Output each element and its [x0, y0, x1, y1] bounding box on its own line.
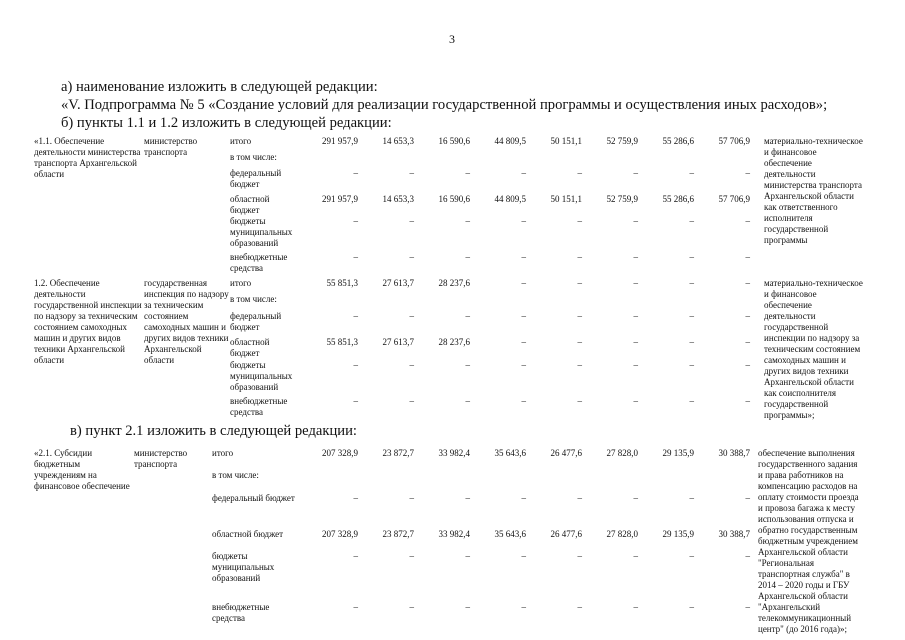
value-cell: 35 643,6: [494, 448, 526, 458]
value-cell: [414, 152, 470, 168]
value-cell: –: [521, 551, 526, 562]
value-cell: –: [409, 492, 414, 503]
source-label: бюджеты муниципальных образований: [230, 359, 293, 392]
value-cell: 52 759,9: [606, 194, 638, 204]
source-label: федеральный бюджет: [230, 168, 282, 189]
value-cell: –: [353, 551, 358, 562]
value-cell: –: [465, 396, 470, 407]
value-cell: –: [689, 492, 694, 503]
value-cell: –: [465, 492, 470, 503]
value-cell: –: [633, 168, 638, 178]
paragraph-a: а) наименование изложить в следующей редакции:: [61, 79, 378, 95]
value-cell: –: [689, 601, 694, 612]
value-cell: –: [745, 168, 750, 178]
source-label: федеральный бюджет: [212, 492, 295, 503]
source-label: областной бюджет: [212, 528, 284, 539]
value-cell: –: [689, 337, 694, 348]
value-cell: –: [465, 359, 470, 370]
value-cell: [526, 294, 582, 310]
value-cell: –: [577, 492, 582, 503]
value-cell: –: [689, 310, 694, 321]
value-cell: –: [465, 216, 470, 226]
value-cell: 207 328,9: [322, 448, 358, 458]
value-cell: [638, 294, 694, 310]
value-cell: 28 237,6: [438, 278, 470, 288]
value-cell: –: [577, 396, 582, 407]
value-cell: –: [633, 216, 638, 226]
value-cell: 57 706,9: [718, 136, 750, 146]
value-cell: –: [353, 168, 358, 178]
value-cell: –: [745, 278, 750, 288]
value-cell: 16 590,6: [438, 194, 470, 204]
value-cell: –: [521, 252, 526, 262]
value-cell: –: [745, 359, 750, 370]
value-cell: –: [689, 359, 694, 370]
table-block-2: [34, 278, 864, 421]
value-cell: 35 643,6: [494, 528, 526, 539]
value-cell: –: [745, 337, 750, 348]
value-cell: –: [745, 310, 750, 321]
value-cell: –: [521, 310, 526, 321]
value-cell: 16 590,6: [438, 136, 470, 146]
value-cell: –: [633, 396, 638, 407]
source-label: в том числе:: [230, 152, 277, 162]
value-cell: [582, 470, 638, 492]
source-label: федеральный бюджет: [230, 310, 282, 332]
source-label: областной бюджет: [230, 194, 270, 215]
result-text: материально-техническое и финансовое обеспечение деятельности министерства транспорта Архангельской области как ответственного исполнителя государственной программы: [764, 136, 863, 245]
value-cell: 26 477,6: [550, 448, 582, 458]
value-cell: –: [409, 396, 414, 407]
value-cell: –: [633, 278, 638, 288]
value-cell: [694, 152, 750, 168]
value-cell: –: [633, 551, 638, 562]
value-cell: 23 872,7: [382, 448, 414, 458]
paragraph-c: в) пункт 2.1 изложить в следующей редакции:: [70, 423, 357, 439]
value-cell: 50 151,1: [550, 194, 582, 204]
value-cell: –: [409, 551, 414, 562]
source-label: внебюджетные средства: [230, 396, 288, 418]
value-cell: 27 828,0: [606, 448, 638, 458]
value-cell: –: [521, 359, 526, 370]
value-cell: 14 653,3: [382, 136, 414, 146]
source-label: бюджеты муниципальных образований: [212, 551, 275, 584]
value-cell: –: [353, 216, 358, 226]
value-cell: –: [409, 359, 414, 370]
value-cell: –: [577, 252, 582, 262]
source-label: в том числе:: [230, 294, 277, 305]
page-number: 3: [449, 32, 455, 46]
value-cell: –: [689, 551, 694, 562]
value-cell: 29 135,9: [662, 528, 694, 539]
value-cell: [694, 470, 750, 492]
value-cell: –: [689, 278, 694, 288]
source-label: внебюджетные средства: [212, 601, 270, 623]
source-label: внебюджетные средства: [230, 252, 288, 273]
measure-name: «1.1. Обеспечение деятельности министерства транспорта Архангельской области: [34, 136, 141, 179]
value-cell: –: [745, 396, 750, 407]
value-cell: –: [689, 396, 694, 407]
value-cell: –: [745, 216, 750, 226]
value-cell: [470, 294, 526, 310]
result-text: материально-техническое и финансовое обеспечение деятельности государственной инспекции по надзору за техническим состоянием самоходных машин и других видов техники Архангельской области как соисполнителя государственной программы»;: [764, 278, 863, 420]
value-cell: –: [521, 492, 526, 503]
executor-name: министерство транспорта: [144, 136, 198, 157]
value-cell: [296, 152, 358, 168]
value-cell: –: [353, 396, 358, 407]
table-row: [34, 278, 864, 294]
value-cell: –: [577, 551, 582, 562]
paragraph-b: б) пункты 1.1 и 1.2 изложить в следующей редакции:: [61, 115, 392, 131]
value-cell: 27 613,7: [382, 278, 414, 288]
value-cell: –: [689, 216, 694, 226]
value-cell: [582, 152, 638, 168]
value-cell: [470, 470, 526, 492]
value-cell: 33 982,4: [438, 448, 470, 458]
value-cell: 55 851,3: [326, 337, 358, 348]
value-cell: –: [409, 216, 414, 226]
value-cell: –: [465, 601, 470, 612]
value-cell: [470, 152, 526, 168]
value-cell: –: [521, 278, 526, 288]
value-cell: –: [521, 216, 526, 226]
value-cell: –: [465, 551, 470, 562]
value-cell: [414, 470, 470, 492]
value-cell: –: [633, 252, 638, 262]
measure-name: 1.2. Обеспечение деятельности государственной инспекции по надзору за техническим состоянием самоходных машин и других видов техники Архангельской области: [34, 278, 142, 365]
value-cell: –: [633, 601, 638, 612]
source-label: итого: [230, 278, 252, 288]
value-cell: 30 388,7: [718, 528, 750, 539]
value-cell: –: [521, 601, 526, 612]
value-cell: –: [577, 216, 582, 226]
value-cell: [414, 294, 470, 310]
value-cell: –: [745, 551, 750, 562]
value-cell: –: [465, 310, 470, 321]
value-cell: [296, 294, 358, 310]
value-cell: 50 151,1: [550, 136, 582, 146]
value-cell: –: [577, 278, 582, 288]
value-cell: –: [577, 337, 582, 348]
value-cell: 27 828,0: [606, 528, 638, 539]
value-cell: 30 388,7: [718, 448, 750, 458]
measure-name: «2.1. Субсидии бюджетным учреждениям на финансовое обеспечение: [34, 448, 130, 491]
value-cell: 14 653,3: [382, 194, 414, 204]
value-cell: 28 237,6: [438, 337, 470, 348]
value-cell: 55 851,3: [326, 278, 358, 288]
value-cell: 27 613,7: [382, 337, 414, 348]
value-cell: –: [409, 601, 414, 612]
value-cell: –: [409, 168, 414, 178]
value-cell: 207 328,9: [322, 528, 358, 539]
value-cell: –: [353, 601, 358, 612]
value-cell: –: [353, 492, 358, 503]
value-cell: –: [409, 252, 414, 262]
value-cell: –: [577, 168, 582, 178]
executor-name: государственная инспекция по надзору за техническим состоянием самоходных машин и других видов техники Архангельской области: [144, 278, 229, 365]
value-cell: –: [577, 359, 582, 370]
value-cell: 23 872,7: [382, 528, 414, 539]
source-label: областной бюджет: [230, 337, 270, 359]
value-cell: 33 982,4: [438, 528, 470, 539]
value-cell: 55 286,6: [662, 194, 694, 204]
value-cell: 44 809,5: [494, 136, 526, 146]
value-cell: –: [745, 492, 750, 503]
value-cell: –: [465, 168, 470, 178]
source-label: в том числе:: [212, 470, 259, 481]
table-block-1: [34, 136, 864, 276]
table-block-3: [34, 448, 864, 635]
value-cell: [638, 470, 694, 492]
result-text: обеспечение выполнения государственного задания и права работников на компенсацию расходов на оплату стоимости проезда и провоза багажа к месту использования отпуска и обратно государственным бюджетным учреждением Архангельской области "Региональная транспортная служба" в 2014 – 2020 годы и ГБУ Архангельской области "Архангельский телекоммуникационный центр" (до 2016 года)»;: [758, 448, 859, 634]
source-label: итого: [230, 136, 252, 146]
value-cell: –: [633, 492, 638, 503]
value-cell: –: [633, 337, 638, 348]
value-cell: 29 135,9: [662, 448, 694, 458]
value-cell: [582, 294, 638, 310]
value-cell: –: [633, 359, 638, 370]
value-cell: [358, 470, 414, 492]
value-cell: [296, 470, 358, 492]
value-cell: –: [353, 359, 358, 370]
value-cell: –: [745, 252, 750, 262]
value-cell: [526, 152, 582, 168]
value-cell: –: [353, 310, 358, 321]
table-row: [34, 448, 864, 470]
value-cell: –: [745, 601, 750, 612]
value-cell: –: [577, 310, 582, 321]
value-cell: –: [465, 252, 470, 262]
value-cell: [358, 152, 414, 168]
value-cell: [694, 294, 750, 310]
value-cell: 291 957,9: [322, 136, 358, 146]
value-cell: –: [577, 601, 582, 612]
value-cell: 44 809,5: [494, 194, 526, 204]
executor-name: министерство транспорта: [134, 448, 188, 469]
value-cell: [638, 152, 694, 168]
value-cell: –: [409, 310, 414, 321]
source-label: итого: [212, 448, 234, 458]
value-cell: –: [689, 168, 694, 178]
value-cell: 57 706,9: [718, 194, 750, 204]
value-cell: –: [521, 396, 526, 407]
value-cell: –: [521, 337, 526, 348]
value-cell: –: [689, 252, 694, 262]
value-cell: [358, 294, 414, 310]
value-cell: 55 286,6: [662, 136, 694, 146]
value-cell: –: [633, 310, 638, 321]
paragraph-a-quote: «V. Подпрограмма № 5 «Создание условий для реализации государственной программы и осуществления иных расходов»;: [61, 97, 828, 113]
value-cell: [526, 470, 582, 492]
value-cell: 291 957,9: [322, 194, 358, 204]
value-cell: 26 477,6: [550, 528, 582, 539]
value-cell: –: [521, 168, 526, 178]
value-cell: –: [353, 252, 358, 262]
source-label: бюджеты муниципальных образований: [230, 216, 293, 248]
value-cell: 52 759,9: [606, 136, 638, 146]
table-row: [34, 136, 864, 152]
